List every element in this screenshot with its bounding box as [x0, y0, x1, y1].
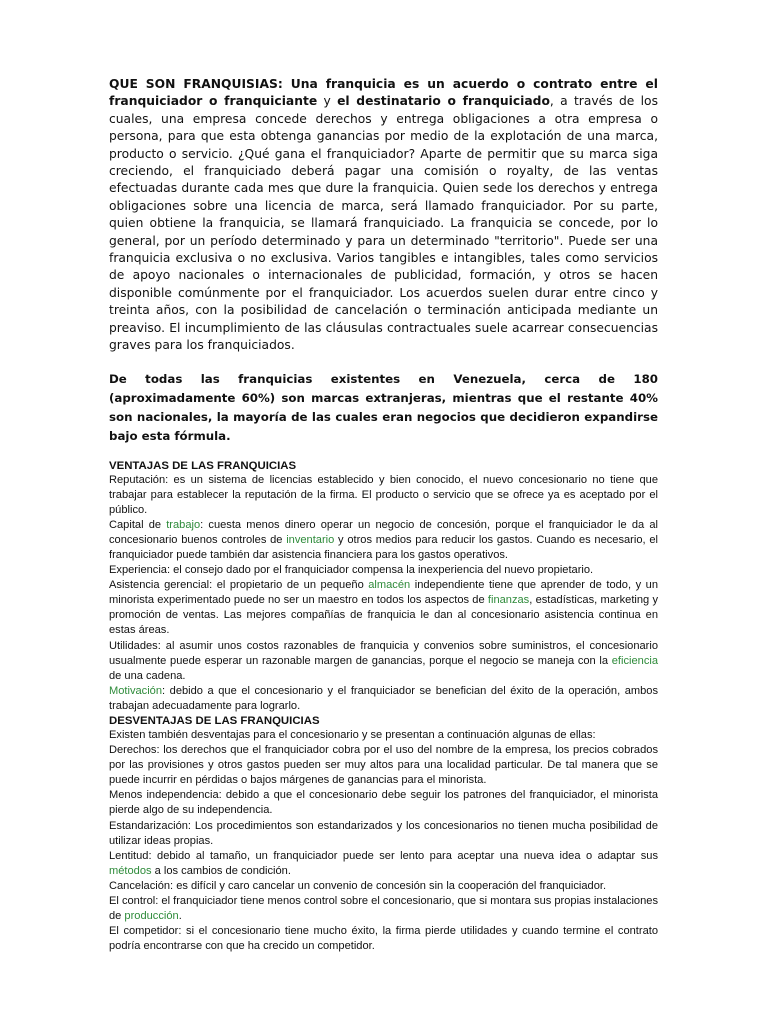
ventaja-utilidades-text-b: de una cadena. — [109, 669, 186, 682]
desventaja-lentitud — [109, 849, 658, 879]
ventaja-motivacion — [109, 684, 658, 714]
desventaja-lentitud-text-a: Lentitud: debido al tamaño, un franquiciador puede ser lento para aceptar una nueva idea o adaptar sus — [109, 849, 658, 862]
intro-connector: y — [317, 94, 338, 109]
link-metodos[interactable]: métodos — [109, 864, 152, 877]
ventaja-reputacion: Reputación: es un sistema de licencias establecido y bien conocido, el nuevo concesionario no tiene que trabajar para establecer la reputación de la firma. El producto o servicio que se ofrece ya es aceptado por el público. — [109, 473, 658, 516]
desventajas-heading: DESVENTAJAS DE LAS FRANQUICIAS — [109, 715, 320, 727]
desventaja-cancelacion: Cancelación: es difícil y caro cancelar un convenio de concesión sin la cooperación del franquiciador. — [109, 879, 607, 892]
ventaja-asistencia-text-a: Asistencia gerencial: el propietario de un pequeño — [109, 579, 369, 592]
desventaja-control-text-b: . — [178, 910, 182, 923]
intro-paragraph — [109, 76, 658, 355]
ventaja-capital — [109, 518, 658, 563]
link-motivacion[interactable]: Motivación — [109, 684, 163, 697]
ventajas-heading: VENTAJAS DE LAS FRANQUICIAS — [109, 459, 297, 472]
desventaja-estandarizacion: Estandarización: Los procedimientos son estandarizados y los concesionarios no tienen mucha posibilidad de utilizar ideas propias. — [109, 819, 658, 847]
desventaja-independencia: Menos independencia: debido a que el concesionario debe seguir los patrones del franquiciador, el minorista pierde algo de su independencia. — [109, 789, 658, 817]
desventaja-derechos: Derechos: los derechos que el franquiciador cobra por el uso del nombre de la empresa, los precios cobrados por las provisiones y otros gastos pueden ser muy altos para una localidad particular. De tal manera que se puede incurrir en pérdidas o bajos márgenes de ganancias para el minorista. — [109, 744, 658, 787]
desventaja-lentitud-text-b: a los cambios de condición. — [151, 864, 291, 877]
intro-bold-destinatario: el destinatario o franquiciado — [337, 94, 550, 109]
link-almacen[interactable]: almacén — [368, 579, 411, 592]
intro-rest: , a través de los cuales, una empresa concede derechos y entrega obligaciones a otra empresa o persona, para que esta obtenga ganancias por medio de la explotación de una marca, producto o servicio. ¿Qué gana el franquiciador? Aparte de permitir que su marca siga creciendo, el franquiciado deberá pagar una comisión o royalty, de las ventas efectuadas durante cada mes que dure la franquicia. Quien sede los derechos y entrega obligaciones sobre una licencia de marca, será llamado franquiciador. Por su parte, quien obtiene la franquicia, se llamará franquiciado. La franquicia se concede, por lo general, por un período determinado y para un determinado "territorio". Puede ser una franquicia exclusiva o no exclusiva. Varios tangibles e intangibles, tales como servicios de apoyo nacionales o internacionales de publicidad, formación, y otros se hacen disponible comúnmente por el franquiciador. Los acuerdos suelen durar entre cinco y treinta años, con la posibilidad de cancelación o terminación anticipada mediante un preaviso. El incumplimiento de las cláusulas contractuales suele acarrear consecuencias graves para los franquiciados. — [109, 94, 658, 353]
ventaja-utilidades-text-a: Utilidades: al asumir unos costos razonables de franquicia y convenios sobre suministros, el concesionario usualmente puede esperar un razonable margen de ganancias, porque el negocio se maneja con la — [109, 639, 658, 667]
venezuela-paragraph: De todas las franquicias existentes en Venezuela, cerca de 180 (aproximadamente 60%) son marcas extranjeras, mientras que el restante 40% son nacionales, la mayoría de las cuales eran negocios que decidieron expandirse bajo esta fórmula. — [109, 371, 658, 443]
link-trabajo[interactable]: trabajo — [166, 518, 201, 531]
desventaja-competidor: El competidor: si el concesionario tiene mucho éxito, la firma pierde utilidades y cuando termine el contrato podría encontrarse con que ha crecido un competidor. — [109, 925, 658, 953]
link-inventario[interactable]: inventario — [286, 533, 335, 546]
document-body — [109, 76, 658, 954]
link-eficiencia[interactable]: eficiencia — [611, 654, 658, 667]
link-produccion[interactable]: producción — [124, 910, 179, 923]
ventaja-utilidades — [109, 639, 658, 684]
ventaja-motivacion-text: : debido a que el concesionario y el franquiciador se benefician del éxito de la operación, ambos trabajan adecuadamente para lograrlo. — [109, 684, 658, 712]
desventaja-control-text-a: El control: el franquiciador tiene menos control sobre el concesionario, que si montara sus propias instalaciones de — [109, 895, 658, 923]
desventaja-control — [109, 894, 658, 924]
ventaja-asistencia-text-b: independiente tiene que aprender de todo, y un minorista experimentado puede no ser un maestro en todos los aspectos de — [109, 579, 658, 607]
intro-bold-lead: QUE SON FRANQUISIAS: Una franquicia es un acuerdo o contrato entre el franquiciador o franquiciante — [109, 77, 658, 109]
ventaja-asistencia-text-c: , estadísticas, marketing y promoción de ventas. Las mejores compañías de franquicia le dan al concesionario asistencia continua en estas áreas. — [109, 594, 659, 637]
ventaja-capital-text-c: y otros medios para reducir los gastos. Cuando es necesario, el franquiciador puede también dar asistencia financiera para los gastos operativos. — [109, 533, 658, 561]
ventaja-experiencia: Experiencia: el consejo dado por el franquiciador compensa la inexperiencia del nuevo propietario. — [109, 564, 594, 577]
ventaja-capital-text-b: : cuesta menos dinero operar un negocio de concesión, porque el franquiciador le da al concesionario buenos controles de — [109, 518, 658, 546]
link-finanzas[interactable]: finanzas — [487, 594, 530, 607]
ventaja-capital-text-a: Capital de — [109, 518, 167, 531]
desventajas-intro: Existen también desventajas para el concesionario y se presentan a continuación algunas de ellas: — [109, 729, 596, 741]
ventaja-asistencia — [109, 578, 658, 638]
